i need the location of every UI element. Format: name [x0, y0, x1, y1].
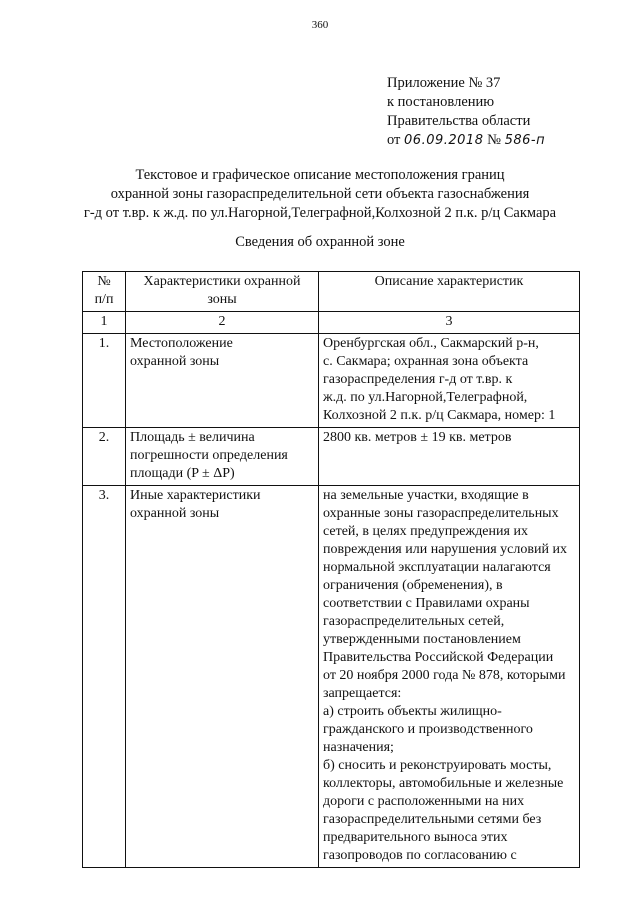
- row-number: 3.: [83, 486, 126, 868]
- zone-table: [82, 271, 580, 868]
- section-subtitle: Сведения об охранной зоне: [235, 234, 405, 250]
- header-number: № п/п: [83, 272, 126, 312]
- row-number: 2.: [83, 428, 126, 486]
- col-number-2: 2: [126, 312, 319, 334]
- appendix-line-3: Правительства области: [387, 113, 531, 129]
- appendix-date-line: [387, 131, 545, 150]
- handwritten-date: 06.09.2018: [404, 133, 484, 148]
- header-description: Описание характеристик: [319, 272, 580, 312]
- row-characteristic: Площадь ± величина погрешности определения площади (P ± ΔP): [126, 428, 319, 486]
- table-row: [83, 428, 580, 486]
- title-line-3: г-д от т.вр. к ж.д. по ул.Нагорной,Телеграфной,Колхозной 2 п.к. р/ц Сакмара: [83, 205, 557, 221]
- col-number-3: 3: [319, 312, 580, 334]
- header-characteristic: Характеристики охранной зоны: [126, 272, 319, 312]
- row-description: на земельные участки, входящие в охранные зоны газораспределительных сетей, в целях предупреждения их повреждения или нарушения условий их нормальной эксплуатации налагаются ограничения (обременения), в соответствии с Правилами охраны газораспределительных сетей, утвержденными постановлением Правительства Российской Федерации от 20 ноября 2000 года № 878, которыми запрещается: а) строить объекты жилищно- гражданского и производственного назначения; б) сносить и реконструировать мосты, коллекторы, автомобильные и железные дороги с расположенными на них газораспределительными сетями без предварительного выноса этих газопроводов по согласованию с: [319, 486, 580, 868]
- appendix-block: [387, 74, 545, 150]
- appendix-line-2: к постановлению: [387, 94, 495, 110]
- column-number-row: [83, 312, 580, 334]
- table-row: [83, 486, 580, 868]
- title-line-2: охранной зоны газораспределительной сети объекта газоснабжения: [110, 186, 530, 202]
- col-number-1: 1: [83, 312, 126, 334]
- row-characteristic: Иные характеристики охранной зоны: [126, 486, 319, 868]
- number-sign: №: [487, 132, 501, 148]
- date-prefix: от: [387, 132, 401, 148]
- table-row: [83, 334, 580, 428]
- page-number: 360: [311, 19, 329, 31]
- appendix-line-1: Приложение № 37: [387, 75, 501, 91]
- table-header-row: [83, 272, 580, 312]
- handwritten-number: 586-п: [504, 133, 546, 148]
- document-title: [0, 166, 640, 223]
- row-characteristic: Местоположение охранной зоны: [126, 334, 319, 428]
- title-line-1: Текстовое и графическое описание местоположения границ: [135, 167, 505, 183]
- row-description: Оренбургская обл., Сакмарский р-н, с. Сакмара; охранная зона объекта газораспределения г-д от т.вр. к ж.д. по ул.Нагорной,Телеграфной, Колхозной 2 п.к. р/ц Сакмара, номер: 1: [319, 334, 580, 428]
- row-description: 2800 кв. метров ± 19 кв. метров: [319, 428, 580, 486]
- row-number: 1.: [83, 334, 126, 428]
